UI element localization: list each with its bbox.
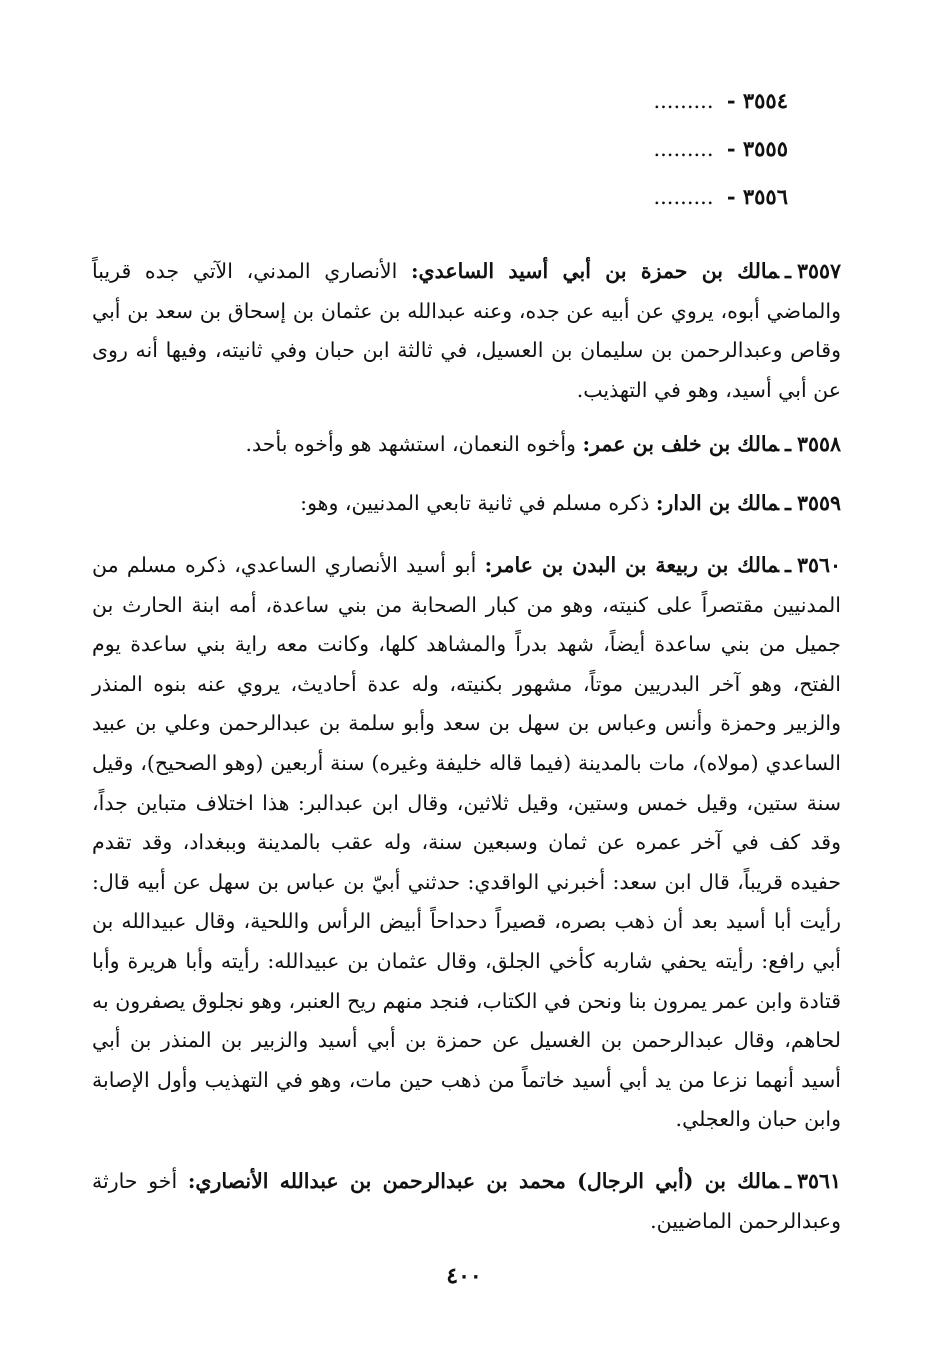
entry-dash: ـ bbox=[784, 259, 791, 283]
entry-text: أخو حارثة وعبدالرحمن الماضيين. bbox=[92, 1169, 841, 1233]
entry-3559 bbox=[92, 484, 841, 524]
entry-number: ٣٥٦١ bbox=[796, 1169, 841, 1193]
entry-dash: - bbox=[726, 136, 736, 161]
entry-number: ٣٥٥٩ bbox=[796, 491, 841, 515]
entry-number: ٣٥٥٦ bbox=[742, 184, 788, 209]
entry-number: ٣٥٥٤ bbox=[742, 88, 788, 113]
entry-number: ٣٥٦٠ bbox=[796, 553, 841, 577]
entry-text: ذكره مسلم في ثانية تابعي المدنيين، وهو: bbox=[300, 491, 650, 515]
entry-3558 bbox=[92, 425, 841, 465]
entry-3560 bbox=[92, 546, 841, 1140]
entry-dash: ـ bbox=[784, 553, 791, 577]
entry-number: ٣٥٥٥ bbox=[742, 136, 788, 161]
entry-dash: ـ bbox=[784, 491, 791, 515]
entry-3561 bbox=[92, 1162, 841, 1241]
entry-dots: ......... bbox=[653, 137, 714, 161]
entry-3557 bbox=[92, 252, 841, 410]
entry-text: وأخوه النعمان، استشهد هو وأخوه بأحد. bbox=[245, 432, 576, 456]
page-number: ٤٠٠ bbox=[446, 1263, 482, 1289]
entry-name: مالك بن ربيعة بن البدن بن عامر: bbox=[484, 553, 779, 577]
entry-dots: ......... bbox=[653, 89, 714, 113]
entry-number: ٣٥٥٨ bbox=[796, 432, 841, 456]
entry-name: مالك بن (أبي الرجال) محمد بن عبدالرحمن بن عبدالله الأنصاري: bbox=[187, 1169, 779, 1193]
entry-name: مالك بن الدار: bbox=[655, 491, 779, 515]
entry-text: الأنصاري المدني، الآتي جده قريباً والماضي أبوه، يروي عن أبيه عن جده، وعنه عبدالله بن عثمان بن إسحاق بن سعد بن أبي وقاص وعبدالرحمن بن سليمان بن العسيل، في ثالثة ابن حبان وفي ثانيته، وفيها أنه روى عن أبي أسيد، وهو في التهذيب. bbox=[92, 259, 841, 402]
entry-dash: ـ bbox=[784, 1169, 791, 1193]
entry-dots: ......... bbox=[653, 185, 714, 209]
empty-entry-3555 bbox=[653, 136, 788, 161]
empty-entry-3554 bbox=[653, 88, 788, 113]
entry-name: مالك بن حمزة بن أبي أسيد الساعدي: bbox=[410, 259, 779, 283]
entry-dash: - bbox=[726, 184, 736, 209]
entry-dash: ـ bbox=[784, 432, 791, 456]
entry-text: أبو أسيد الأنصاري الساعدي، ذكره مسلم من المدنيين مقتصراً على كنيته، وهو من كبار الصحابة من بني ساعدة، أمه ابنة الحارث بن جميل من بني ساعدة أيضاً، شهد بدراً والمشاهد كلها، وكانت معه راية بني ساعدة يوم الفتح، وهو آخر البدريين موتاً، مشهور بكنيته، وله عدة أحاديث، يروي عنه بنوه المنذر والزبير وحمزة وأنس وعباس بن سهل بن سعد وأبو سلمة بن عبدالرحمن وعلي بن عبيد الساعدي (مولاه)، مات بالمدينة (فيما قاله خليفة وغيره) سنة أربعين (وهو الصحيح)، وقيل سنة ستين، وقيل خمس وستين، وقيل ثلاثين، وقال ابن عبدالبر: هذا اختلاف متباين جداً، وقد كف في آخر عمره عن ثمان وسبعين سنة، وله عقب بالمدينة وببغداد، وقد تقدم حفيده قريباً، قال ابن سعد: أخبرني الواقدي: حدثني أبيّ بن عباس بن سهل عن أبيه قال: رأيت أبا أسيد بعد أن ذهب بصره، قصيراً دحداحاً أبيض الرأس واللحية، وقال عبيدالله بن أبي رافع: رأيته يحفي شاربه كأخي الجلق، وقال عثمان بن عبيدالله: رأيته وأبا هريرة وأبا قتادة وابن عمر يمرون بنا ونحن في الكتاب، فنجد منهم ريح العنبر، وهو نجلوق يصفرون به لحاهم، وقال عبدالرحمن بن الغسيل عن حمزة بن أبي أسيد والزبير بن المنذر بن أبي أسيد أنهما نزعا من يد أبي أسيد خاتماً من ذهب حين مات، وهو في التهذيب وأول الإصابة وابن حبان والعجلي. bbox=[92, 553, 841, 1132]
entry-name: مالك بن خلف بن عمر: bbox=[582, 432, 779, 456]
entry-number: ٣٥٥٧ bbox=[796, 259, 841, 283]
empty-entry-3556 bbox=[653, 184, 788, 209]
entry-dash: - bbox=[726, 88, 736, 113]
